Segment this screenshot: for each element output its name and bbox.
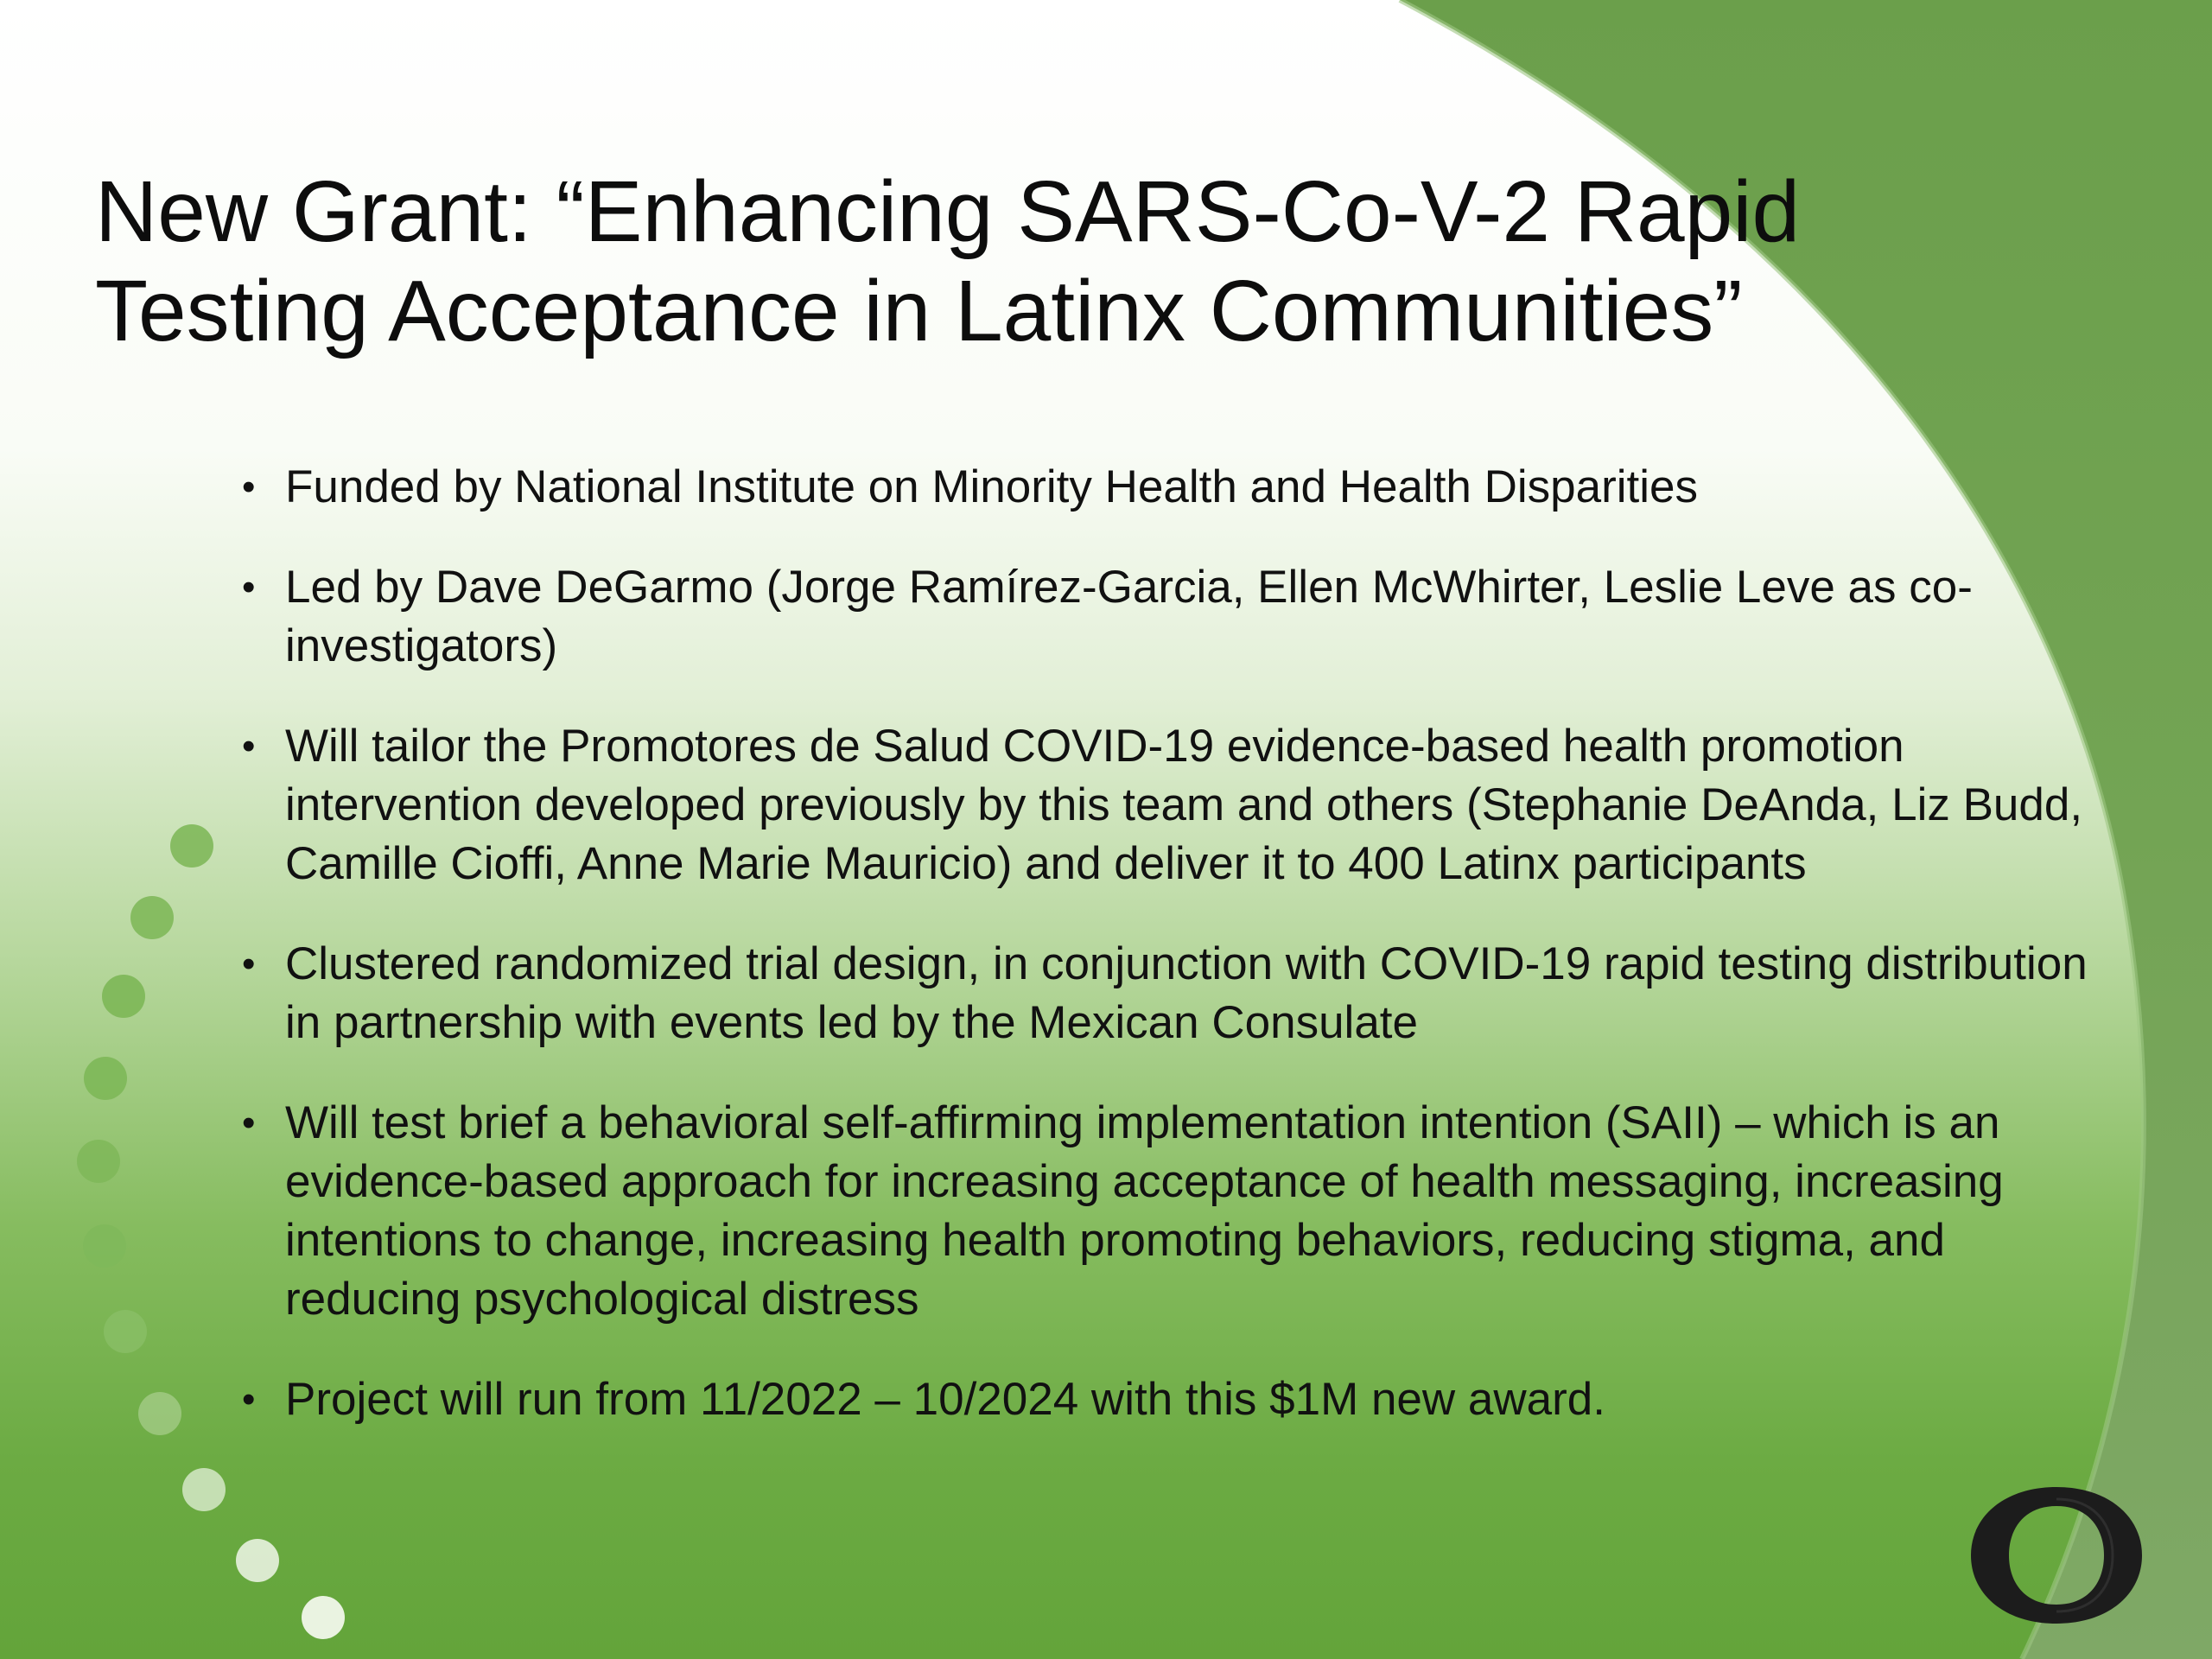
bullet-item bbox=[242, 1094, 2100, 1329]
bullet-list bbox=[242, 458, 2100, 1471]
title-line-2: Testing Acceptance in Latinx Communities” bbox=[95, 263, 1743, 359]
bullet-marker: • bbox=[242, 943, 256, 985]
bullet-marker: • bbox=[242, 1102, 256, 1144]
bullet-item bbox=[242, 935, 2100, 1052]
title-line-1: New Grant: “Enhancing SARS-Co-V-2 Rapid bbox=[95, 163, 1801, 260]
bullet-marker: • bbox=[242, 466, 256, 508]
bullet-marker: • bbox=[242, 1378, 256, 1421]
bullet-item bbox=[242, 717, 2100, 893]
bullet-text: Project will run from 11/2022 – 10/2024 with this $1M new award. bbox=[285, 1374, 1605, 1425]
bullet-item bbox=[242, 558, 2100, 676]
bullet-text: Will test brief a behavioral self-affirming implementation intention (SAII) – which is an evidence-based approach for increasing acceptance of health messaging, increasing intentions to change, increasing health promoting behaviors, reducing stigma, and reducing psychological distress bbox=[285, 1097, 2004, 1325]
bullet-item bbox=[242, 458, 2100, 517]
university-o-logo-icon bbox=[1966, 1482, 2147, 1629]
bullet-text: Funded by National Institute on Minority Health and Health Disparities bbox=[285, 461, 1699, 512]
bullet-text: Led by Dave DeGarmo (Jorge Ramírez-Garcia, Ellen McWhirter, Leslie Leve as co-investigators) bbox=[285, 562, 1973, 671]
bullet-marker: • bbox=[242, 725, 256, 767]
bullet-item bbox=[242, 1370, 2100, 1429]
bullet-marker: • bbox=[242, 566, 256, 608]
bullet-text: Will tailor the Promotores de Salud COVID-19 evidence-based health promotion intervention developed previously by this team and others (Stephanie DeAnda, Liz Budd, Camille Cioffi, Anne Marie Mauricio) and deliver it to 400 Latinx participants bbox=[285, 721, 2083, 889]
slide-title bbox=[95, 162, 1996, 361]
bullet-text: Clustered randomized trial design, in conjunction with COVID-19 rapid testing distribution in partnership with events led by the Mexican Consulate bbox=[285, 938, 2088, 1048]
